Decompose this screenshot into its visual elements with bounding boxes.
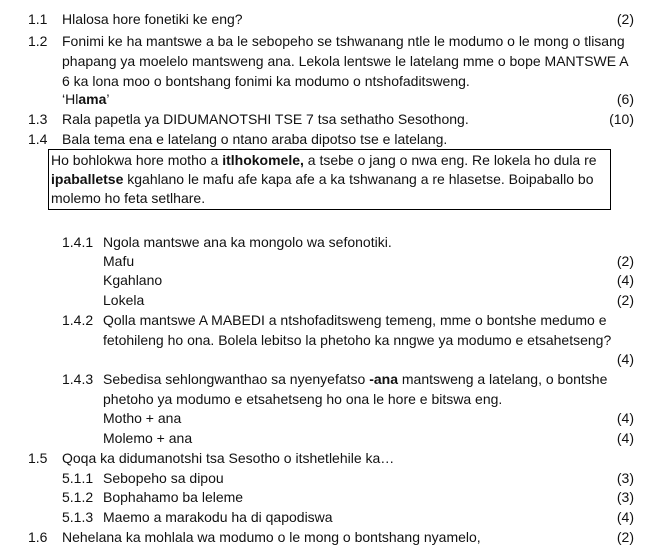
question-number: 1.4.2 [62, 312, 94, 328]
question-number: 1.6 [28, 529, 48, 545]
question-number: 1.2 [28, 33, 48, 49]
marks-label: (3) [616, 470, 634, 486]
marks-label: (2) [616, 11, 634, 27]
marks-label: (10) [609, 111, 634, 127]
question-number: 1.1 [28, 11, 48, 27]
question-1-4-2-line-2 [0, 330, 648, 350]
question-number: 1.3 [28, 111, 48, 127]
question-text-line: fetohileng ho ona. Bolela lebitso la phetoho ka nngwe ya modumo e etsahetseng? [103, 332, 612, 348]
question-text: Nehelana ka mohlala wa modumo o le mong o bontshang nyamelo, [62, 529, 481, 545]
marks-label: (3) [616, 489, 634, 505]
question-text: Rala papetla ya DIDUMANOTSHI TSE 7 tsa sethatho Sesothong. [62, 111, 469, 127]
sub-question-text: Sebopeho sa dipou [103, 470, 224, 486]
item-word: Mafu [103, 253, 135, 269]
item-word: Molemo + ana [103, 430, 193, 446]
question-text: Qoqa ka didumanotshi tsa Sesotho o itshetlehile ka… [62, 450, 395, 466]
sub-question-text: Bophahamo ba leleme [103, 489, 244, 505]
question-text-line: phapang ya moelelo mantsweng ana. Lekola lentswe le latelang mme o bope MANTSWE A [62, 53, 629, 69]
passage-line: ipaballetse kgahlano le mafu afe kapa afe a ka tshwanang a re hlasetse. Boipaballo bo [51, 171, 594, 187]
item-word: Lokela [103, 292, 145, 308]
item-word: Kgahlano [103, 272, 163, 288]
question-1-4-3 [0, 369, 648, 389]
question-text-line: Fonimi ke ha mantswe a ba le sebopeho se tshwanang ntle le modumo o le mong o tlisang [62, 33, 625, 49]
marks-label: (2) [616, 292, 634, 308]
list-item [0, 428, 648, 448]
question-text-line: 6 ka lona moo o bontshang fonimi ka modumo o ntshofaditsweng. [62, 73, 470, 89]
list-item [0, 408, 648, 428]
target-word: ‘Hlama’ [62, 91, 110, 107]
question-number: 1.4.3 [62, 371, 94, 387]
marks-label: (4) [616, 272, 634, 288]
reading-passage-box [48, 149, 611, 210]
question-1-1 [0, 9, 648, 29]
sub-question-number: 5.1.3 [62, 509, 94, 525]
question-text: Bala tema ena e latelang o ntano araba dipotso tse e latelang. [62, 131, 448, 147]
question-text-line: Qolla mantswe A MABEDI a ntshofaditsweng temeng, mme o bontshe medumo e [103, 312, 607, 328]
question-1-5 [0, 448, 648, 468]
question-1-4 [0, 129, 648, 149]
marks-label: (2) [616, 529, 634, 545]
passage-line: Ho bohlokwa hore motho a itlhokomele, a tsebe o jang o nwa eng. Re lokela ho dula re [51, 152, 597, 168]
question-1-3 [0, 109, 648, 129]
list-item [0, 487, 648, 507]
sub-question-number: 5.1.2 [62, 489, 94, 505]
question-text: Ngola mantswe ana ka mongolo wa sefonotiki. [103, 234, 392, 250]
question-1-4-2 [0, 310, 648, 330]
question-1-4-3-line-2 [0, 389, 648, 409]
list-item [0, 507, 648, 527]
marks-label: (4) [616, 509, 634, 525]
list-item [0, 468, 648, 488]
list-item [0, 251, 648, 271]
marks-label: (6) [616, 91, 634, 107]
question-number: 1.5 [28, 450, 48, 466]
question-1-2-line-2 [0, 51, 648, 71]
question-1-6 [0, 527, 648, 547]
question-number: 1.4.1 [62, 234, 94, 250]
question-1-2-word [0, 89, 648, 109]
marks-label: (4) [616, 410, 634, 426]
list-item [0, 290, 648, 310]
question-1-4-2-marks [0, 349, 648, 369]
list-item [0, 270, 648, 290]
passage-line: molemo ho feta setlhare. [51, 190, 206, 206]
sub-question-text: Maemo a marakodu ha di qapodiswa [103, 509, 333, 525]
sub-question-number: 5.1.1 [62, 470, 94, 486]
question-text: Hlalosa hore fonetiki ke eng? [62, 11, 243, 27]
marks-label: (4) [616, 430, 634, 446]
marks-label: (2) [616, 253, 634, 269]
question-1-4-1 [0, 232, 648, 252]
question-text-line: phetoho ya modumo e etsahetseng ho ona le hore e bitswa eng. [103, 391, 503, 407]
question-1-2 [0, 31, 648, 51]
question-text-line: Sebedisa sehlongwanthao sa nyenyefatso -ana mantsweng a latelang, o bontshe [103, 371, 608, 387]
item-word: Motho + ana [103, 410, 182, 426]
question-number: 1.4 [28, 131, 48, 147]
question-1-2-line-3 [0, 71, 648, 91]
marks-label: (4) [616, 351, 634, 367]
